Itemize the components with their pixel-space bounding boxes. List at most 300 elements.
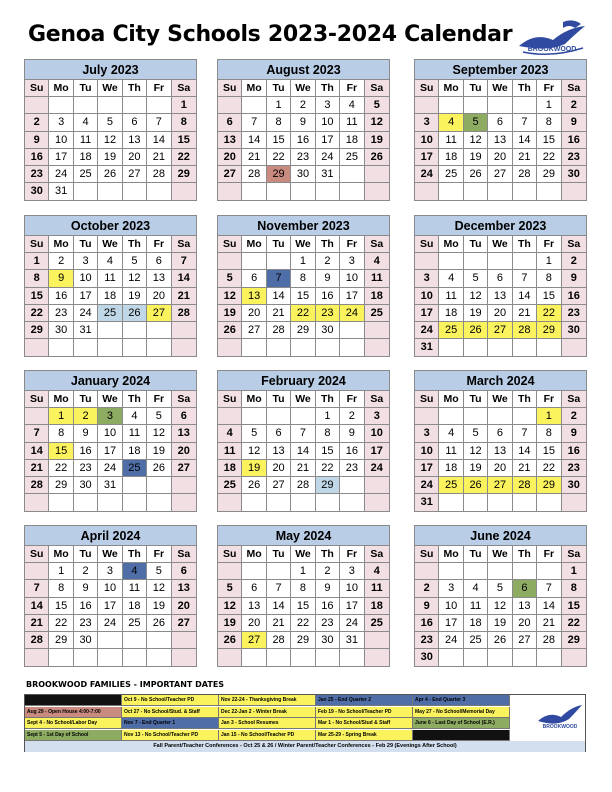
day-cell: 30 [74, 632, 98, 649]
empty-cell [218, 97, 242, 114]
month-2 [414, 59, 587, 201]
empty-cell [267, 563, 291, 580]
day-cell: 22 [49, 460, 73, 477]
day-cell: 12 [464, 288, 488, 305]
day-cell: 18 [218, 460, 242, 477]
day-cell: 20 [172, 598, 196, 615]
day-cell: 9 [74, 580, 98, 597]
day-cell: 2 [25, 114, 49, 131]
weekday-header: Sa [172, 391, 196, 408]
day-cell: 8 [291, 580, 315, 597]
page-title: Genoa City Schools 2023-2024 Calendar [28, 22, 513, 47]
weekday-header: We [98, 80, 122, 97]
day-cell: 20 [147, 288, 171, 305]
empty-cell [242, 494, 266, 511]
day-cell: 19 [123, 288, 147, 305]
empty-cell [147, 632, 171, 649]
empty-cell [49, 339, 73, 356]
day-cell: 23 [562, 149, 586, 166]
day-cell: 26 [218, 632, 242, 649]
day-cell: 1 [291, 253, 315, 270]
day-cell: 8 [537, 425, 561, 442]
day-cell: 22 [267, 149, 291, 166]
day-cell: 3 [49, 114, 73, 131]
legend-entry: Apr 4 - End Quarter 3 [413, 695, 510, 706]
empty-cell [340, 183, 364, 200]
day-cell: 18 [123, 443, 147, 460]
empty-cell [365, 322, 389, 339]
day-cell: 9 [340, 425, 364, 442]
empty-cell [267, 408, 291, 425]
empty-cell [74, 339, 98, 356]
month-title: January 2024 [25, 371, 196, 391]
empty-cell [291, 339, 315, 356]
day-cell: 3 [340, 563, 364, 580]
day-cell: 8 [537, 114, 561, 131]
empty-cell [439, 563, 463, 580]
day-cell: 16 [562, 132, 586, 149]
day-cell: 28 [513, 477, 537, 494]
day-cell: 5 [123, 253, 147, 270]
day-cell: 10 [340, 580, 364, 597]
day-cell: 13 [123, 132, 147, 149]
day-cell: 10 [365, 425, 389, 442]
day-cell: 22 [172, 149, 196, 166]
day-cell: 13 [488, 132, 512, 149]
day-cell: 9 [49, 270, 73, 287]
day-cell: 14 [242, 132, 266, 149]
day-cell: 3 [98, 563, 122, 580]
day-cell: 7 [513, 425, 537, 442]
empty-cell [98, 339, 122, 356]
month-11 [414, 525, 587, 667]
day-cell: 5 [147, 408, 171, 425]
day-cell: 15 [49, 443, 73, 460]
day-cell: 17 [415, 460, 439, 477]
day-cell: 26 [123, 305, 147, 322]
day-cell: 6 [123, 114, 147, 131]
day-cell: 29 [267, 166, 291, 183]
weekday-header: We [488, 546, 512, 563]
day-cell: 3 [316, 97, 340, 114]
empty-cell [123, 97, 147, 114]
empty-cell [316, 339, 340, 356]
legend-entry: May 27 - No School/Memorial Day [413, 707, 510, 718]
empty-cell [25, 649, 49, 666]
day-cell: 27 [242, 322, 266, 339]
weekday-header: Tu [74, 546, 98, 563]
empty-cell [25, 339, 49, 356]
day-cell: 18 [123, 598, 147, 615]
day-cell: 29 [291, 632, 315, 649]
day-cell: 21 [172, 288, 196, 305]
empty-cell [316, 494, 340, 511]
day-cell: 28 [267, 322, 291, 339]
weekday-header: Tu [464, 236, 488, 253]
legend-entry [25, 695, 122, 706]
day-cell: 19 [488, 615, 512, 632]
day-cell: 8 [172, 114, 196, 131]
day-cell: 27 [488, 477, 512, 494]
day-cell: 2 [74, 563, 98, 580]
weekday-header: We [291, 236, 315, 253]
day-cell: 28 [267, 632, 291, 649]
weekday-header: Fr [340, 80, 364, 97]
day-cell: 1 [49, 563, 73, 580]
empty-cell [147, 339, 171, 356]
empty-cell [415, 253, 439, 270]
legend-entry: Dec 22-Jan 2 - Winter Break [219, 707, 316, 718]
month-5 [414, 215, 587, 357]
weekday-header: Sa [365, 391, 389, 408]
month-title: November 2023 [218, 216, 389, 236]
legend-entry: Oct 9 - No School/Teacher PD [122, 695, 219, 706]
day-cell: 1 [49, 408, 73, 425]
day-cell: 1 [172, 97, 196, 114]
empty-cell [340, 322, 364, 339]
svg-text:BROOKWOOD: BROOKWOOD [527, 46, 577, 53]
day-cell: 4 [439, 270, 463, 287]
empty-cell [98, 632, 122, 649]
day-cell: 19 [147, 443, 171, 460]
day-cell: 16 [291, 132, 315, 149]
weekday-header: Su [218, 80, 242, 97]
day-cell: 12 [365, 114, 389, 131]
day-cell: 13 [242, 598, 266, 615]
day-cell: 5 [365, 97, 389, 114]
empty-cell [415, 563, 439, 580]
day-cell: 16 [415, 615, 439, 632]
month-title: September 2023 [415, 60, 586, 80]
day-cell: 14 [267, 598, 291, 615]
day-cell: 26 [147, 460, 171, 477]
day-cell: 12 [464, 132, 488, 149]
day-cell: 19 [365, 132, 389, 149]
empty-cell [488, 253, 512, 270]
empty-cell [488, 649, 512, 666]
day-cell: 2 [415, 580, 439, 597]
month-title: February 2024 [218, 371, 389, 391]
day-cell: 2 [340, 408, 364, 425]
day-cell: 1 [537, 253, 561, 270]
day-cell: 22 [291, 305, 315, 322]
day-cell: 3 [74, 253, 98, 270]
day-cell: 31 [74, 322, 98, 339]
day-cell: 19 [218, 305, 242, 322]
weekday-header: Th [316, 546, 340, 563]
month-4 [217, 215, 390, 357]
empty-cell [267, 339, 291, 356]
day-cell: 7 [513, 114, 537, 131]
empty-cell [340, 494, 364, 511]
empty-cell [488, 339, 512, 356]
weekday-header: Mo [439, 391, 463, 408]
empty-cell [267, 183, 291, 200]
day-cell: 18 [340, 132, 364, 149]
day-cell: 18 [74, 149, 98, 166]
empty-cell [147, 97, 171, 114]
day-cell: 29 [172, 166, 196, 183]
day-cell: 30 [316, 632, 340, 649]
day-cell: 8 [562, 580, 586, 597]
day-cell: 5 [464, 425, 488, 442]
empty-cell [218, 494, 242, 511]
weekday-header: We [488, 80, 512, 97]
day-cell: 29 [537, 166, 561, 183]
weekday-header: Tu [464, 546, 488, 563]
day-cell: 20 [267, 460, 291, 477]
svg-text:BROOKWOOD: BROOKWOOD [542, 724, 578, 730]
day-cell: 5 [464, 114, 488, 131]
day-cell: 13 [218, 132, 242, 149]
day-cell: 8 [537, 270, 561, 287]
empty-cell [365, 183, 389, 200]
month-title: August 2023 [218, 60, 389, 80]
day-cell: 28 [147, 166, 171, 183]
weekday-header: Sa [562, 80, 586, 97]
day-cell: 21 [537, 615, 561, 632]
day-cell: 5 [464, 270, 488, 287]
day-cell: 14 [172, 270, 196, 287]
day-cell: 20 [488, 460, 512, 477]
empty-cell [123, 183, 147, 200]
day-cell: 7 [267, 270, 291, 287]
day-cell: 15 [172, 132, 196, 149]
day-cell: 26 [464, 322, 488, 339]
empty-cell [365, 339, 389, 356]
weekday-header: Th [513, 391, 537, 408]
day-cell: 19 [147, 598, 171, 615]
day-cell: 12 [123, 270, 147, 287]
day-cell: 29 [316, 477, 340, 494]
day-cell: 29 [562, 632, 586, 649]
day-cell: 6 [242, 580, 266, 597]
day-cell: 9 [25, 132, 49, 149]
day-cell: 15 [537, 288, 561, 305]
day-cell: 24 [98, 460, 122, 477]
day-cell: 23 [74, 615, 98, 632]
weekday-header: Su [415, 546, 439, 563]
weekday-header: Fr [340, 546, 364, 563]
day-cell: 6 [488, 425, 512, 442]
weekday-header: Sa [172, 236, 196, 253]
legend-entry: Aug 29 - Open House 4:00-7:00 [25, 707, 122, 718]
weekday-header: Fr [537, 546, 561, 563]
legend-entry: Nov 22-24 - Thanksgiving Break [219, 695, 316, 706]
day-cell: 9 [316, 580, 340, 597]
day-cell: 29 [537, 477, 561, 494]
day-cell: 1 [25, 253, 49, 270]
day-cell: 18 [439, 305, 463, 322]
empty-cell [218, 339, 242, 356]
day-cell: 9 [562, 114, 586, 131]
weekday-header: Th [123, 236, 147, 253]
day-cell: 17 [74, 288, 98, 305]
empty-cell [464, 494, 488, 511]
day-cell: 25 [439, 166, 463, 183]
empty-cell [147, 494, 171, 511]
day-cell: 11 [340, 114, 364, 131]
day-cell: 8 [49, 425, 73, 442]
weekday-header: Sa [562, 236, 586, 253]
day-cell: 6 [172, 408, 196, 425]
empty-cell [123, 477, 147, 494]
weekday-header: Su [25, 546, 49, 563]
day-cell: 23 [49, 305, 73, 322]
day-cell: 27 [123, 166, 147, 183]
day-cell: 28 [291, 477, 315, 494]
day-cell: 10 [340, 270, 364, 287]
day-cell: 4 [123, 563, 147, 580]
day-cell: 31 [340, 632, 364, 649]
day-cell: 23 [562, 305, 586, 322]
day-cell: 8 [291, 270, 315, 287]
empty-cell [267, 649, 291, 666]
day-cell: 7 [25, 580, 49, 597]
weekday-header: Su [415, 391, 439, 408]
day-cell: 25 [74, 166, 98, 183]
day-cell: 4 [74, 114, 98, 131]
day-cell: 6 [513, 580, 537, 597]
empty-cell [488, 408, 512, 425]
empty-cell [25, 408, 49, 425]
weekday-header: Fr [537, 236, 561, 253]
day-cell: 23 [25, 166, 49, 183]
day-cell: 17 [340, 598, 364, 615]
day-cell: 9 [562, 270, 586, 287]
empty-cell [439, 253, 463, 270]
day-cell: 20 [218, 149, 242, 166]
empty-cell [172, 322, 196, 339]
day-cell: 19 [464, 305, 488, 322]
empty-cell [365, 649, 389, 666]
weekday-header: Fr [537, 80, 561, 97]
day-cell: 26 [365, 149, 389, 166]
legend-entry: Feb 19 - No School/Teacher PD [316, 707, 413, 718]
day-cell: 31 [415, 494, 439, 511]
empty-cell [123, 632, 147, 649]
day-cell: 11 [365, 580, 389, 597]
day-cell: 2 [316, 253, 340, 270]
day-cell: 12 [98, 132, 122, 149]
day-cell: 11 [74, 132, 98, 149]
day-cell: 26 [98, 166, 122, 183]
weekday-header: Tu [267, 546, 291, 563]
day-cell: 23 [562, 460, 586, 477]
day-cell: 21 [513, 305, 537, 322]
weekday-header: Mo [242, 546, 266, 563]
weekday-header: Fr [340, 391, 364, 408]
day-cell: 3 [98, 408, 122, 425]
brookwood-logo [535, 695, 585, 741]
day-cell: 13 [147, 270, 171, 287]
empty-cell [562, 494, 586, 511]
day-cell: 10 [415, 443, 439, 460]
empty-cell [242, 649, 266, 666]
day-cell: 2 [49, 253, 73, 270]
empty-cell [488, 494, 512, 511]
month-9 [24, 525, 197, 667]
day-cell: 27 [488, 166, 512, 183]
weekday-header: Su [415, 236, 439, 253]
empty-cell [172, 494, 196, 511]
day-cell: 22 [291, 615, 315, 632]
month-1 [217, 59, 390, 201]
empty-cell [291, 183, 315, 200]
day-cell: 1 [267, 97, 291, 114]
day-cell: 10 [74, 270, 98, 287]
day-cell: 21 [25, 460, 49, 477]
day-cell: 24 [316, 149, 340, 166]
weekday-header: Th [316, 80, 340, 97]
day-cell: 17 [439, 615, 463, 632]
day-cell: 16 [74, 443, 98, 460]
day-cell: 11 [439, 288, 463, 305]
day-cell: 12 [464, 443, 488, 460]
weekday-header: Su [415, 80, 439, 97]
day-cell: 4 [218, 425, 242, 442]
day-cell: 14 [513, 443, 537, 460]
empty-cell [488, 183, 512, 200]
day-cell: 16 [49, 288, 73, 305]
day-cell: 11 [365, 270, 389, 287]
empty-cell [537, 494, 561, 511]
empty-cell [439, 97, 463, 114]
day-cell: 1 [316, 408, 340, 425]
day-cell: 25 [439, 477, 463, 494]
weekday-header: Mo [439, 546, 463, 563]
weekday-header: We [98, 236, 122, 253]
month-title: July 2023 [25, 60, 196, 80]
day-cell: 27 [513, 632, 537, 649]
day-cell: 12 [218, 288, 242, 305]
empty-cell [49, 494, 73, 511]
day-cell: 7 [513, 270, 537, 287]
day-cell: 16 [562, 288, 586, 305]
weekday-header: Th [123, 391, 147, 408]
day-cell: 16 [316, 598, 340, 615]
day-cell: 8 [316, 425, 340, 442]
empty-cell [488, 563, 512, 580]
empty-cell [123, 649, 147, 666]
day-cell: 18 [98, 288, 122, 305]
day-cell: 24 [439, 632, 463, 649]
weekday-header: We [98, 391, 122, 408]
day-cell: 2 [316, 563, 340, 580]
weekday-header: We [488, 391, 512, 408]
day-cell: 14 [267, 288, 291, 305]
empty-cell [513, 494, 537, 511]
empty-cell [513, 339, 537, 356]
empty-cell [291, 494, 315, 511]
day-cell: 21 [513, 460, 537, 477]
day-cell: 17 [98, 598, 122, 615]
empty-cell [439, 183, 463, 200]
month-8 [414, 370, 587, 512]
day-cell: 6 [172, 563, 196, 580]
empty-cell [464, 563, 488, 580]
day-cell: 2 [562, 253, 586, 270]
day-cell: 21 [291, 460, 315, 477]
month-0 [24, 59, 197, 201]
month-title: March 2024 [415, 371, 586, 391]
empty-cell [340, 339, 364, 356]
day-cell: 17 [316, 132, 340, 149]
day-cell: 13 [488, 288, 512, 305]
day-cell: 24 [98, 615, 122, 632]
day-cell: 7 [537, 580, 561, 597]
day-cell: 23 [415, 632, 439, 649]
